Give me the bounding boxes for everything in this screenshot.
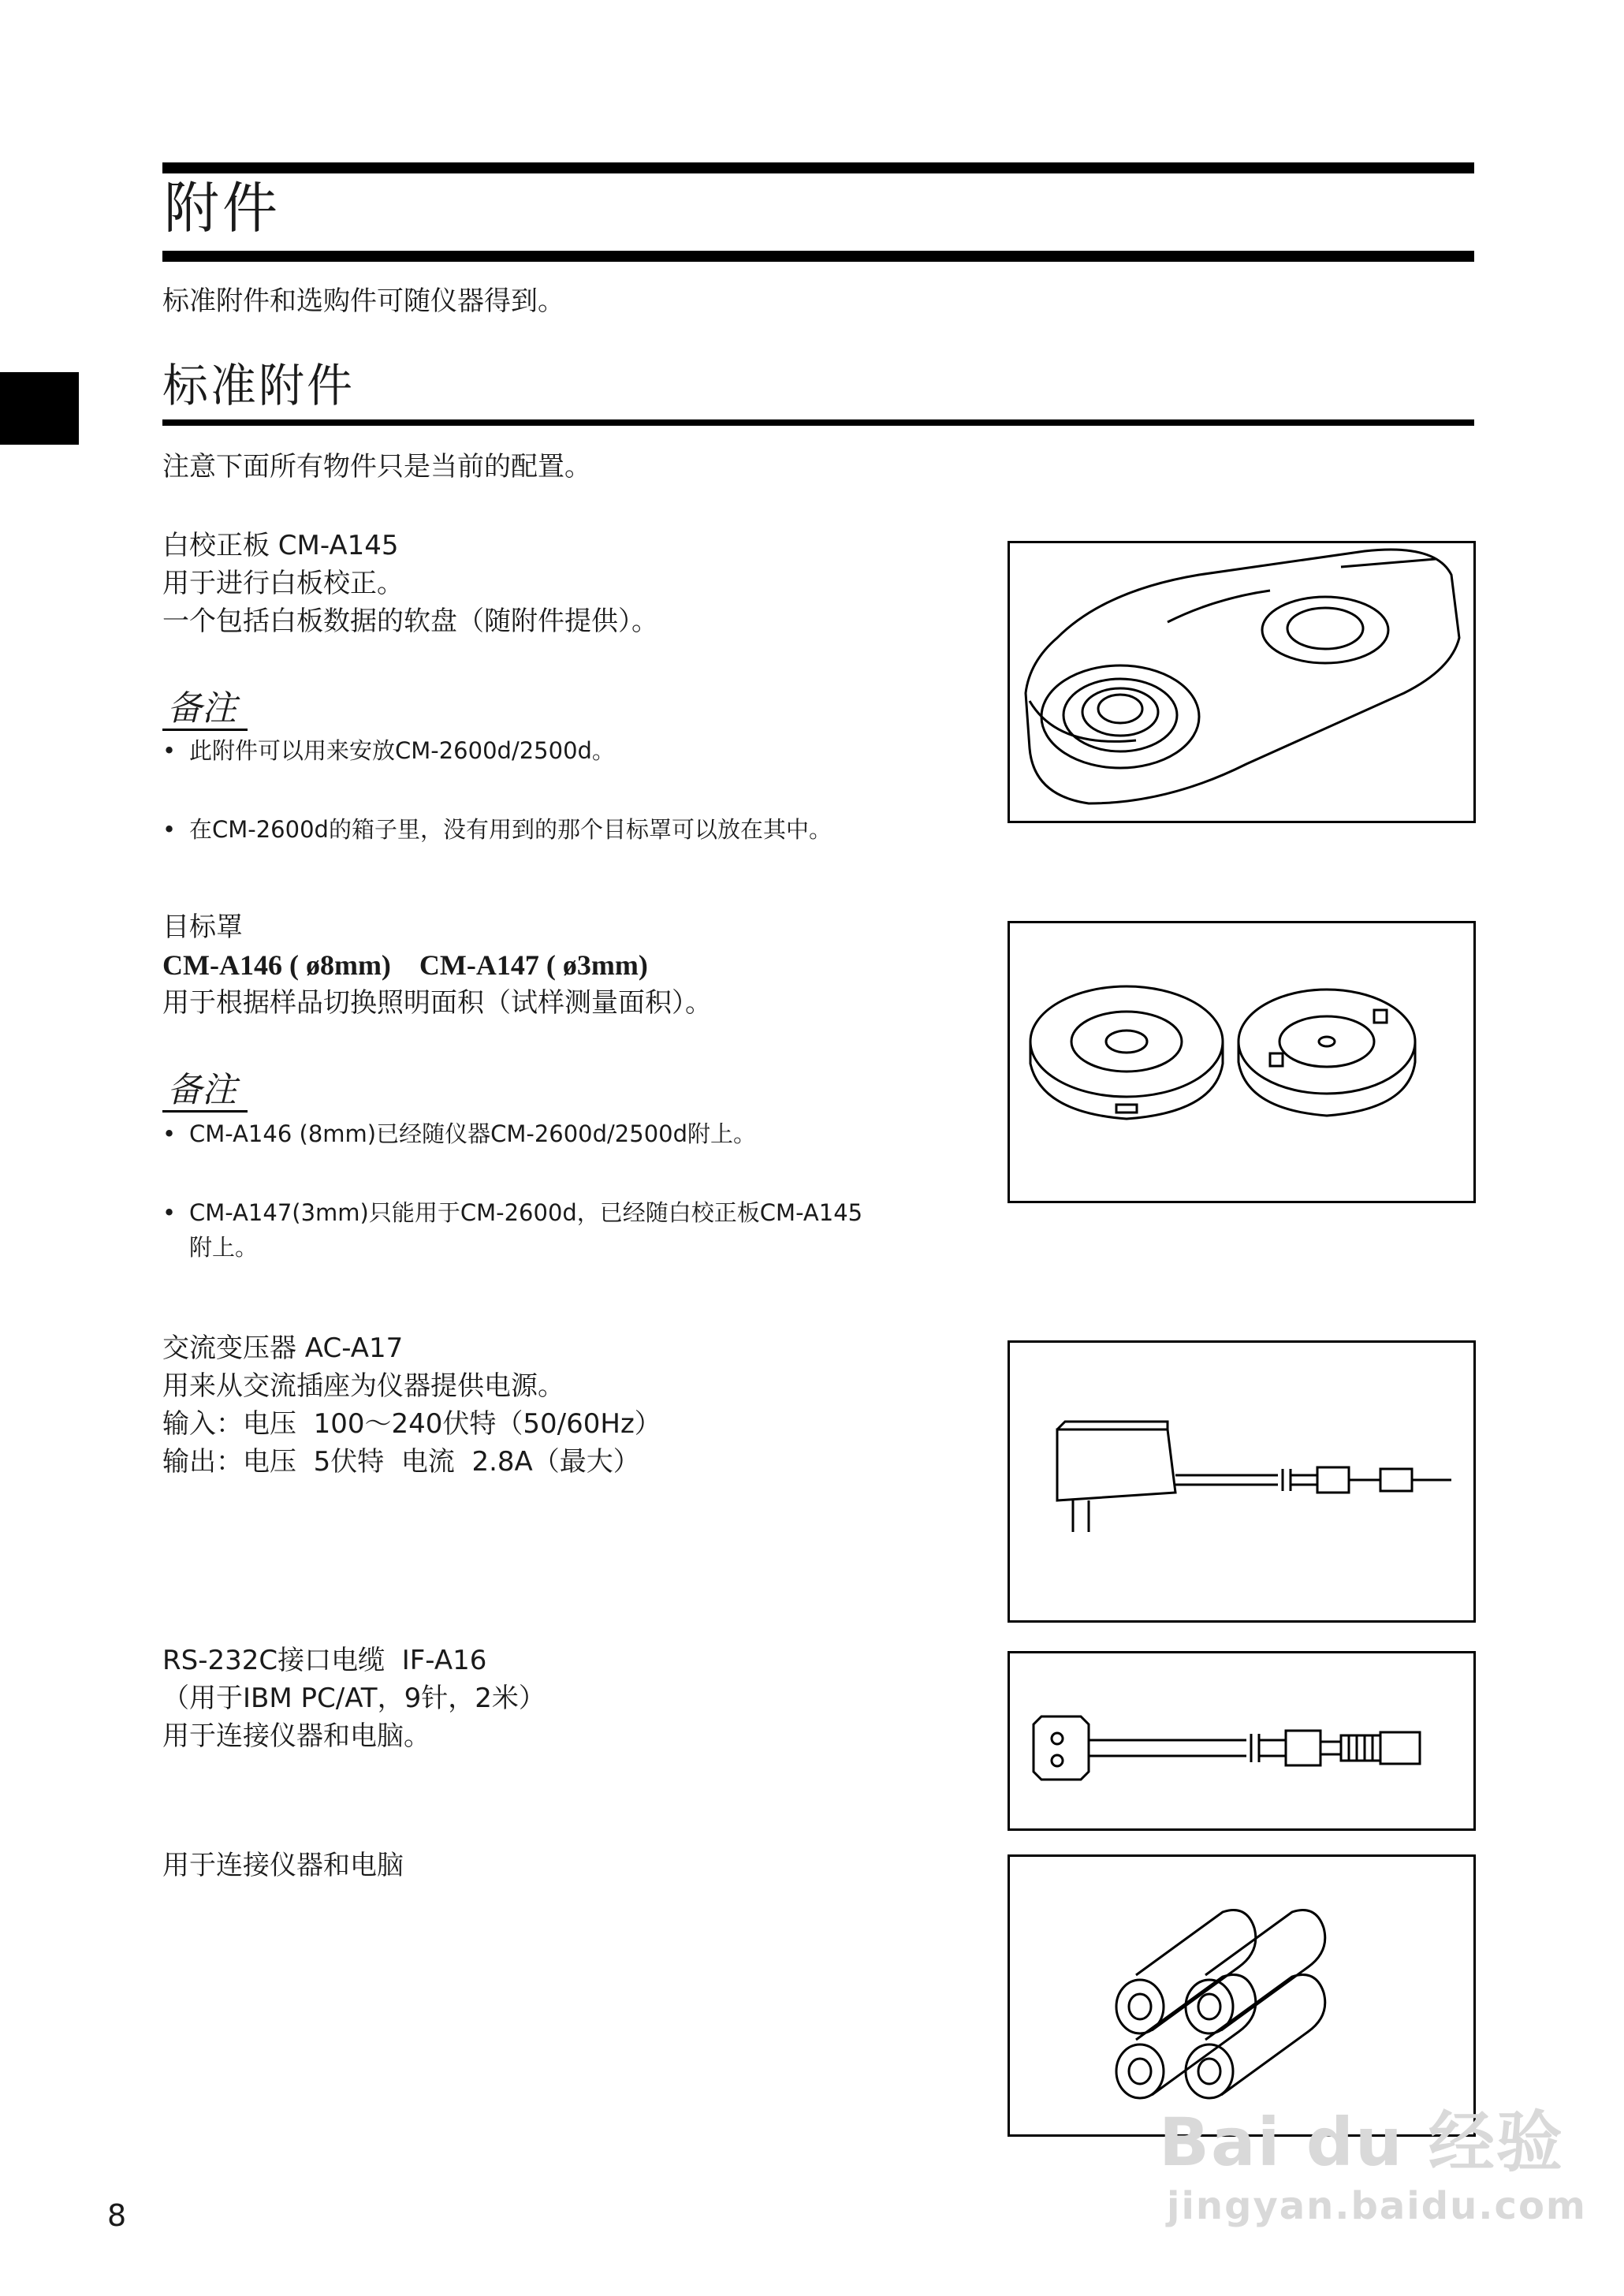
item-line: RS-232C接口电缆 IF-A16 <box>162 1645 487 1676</box>
note-label-2: 备注 <box>162 1071 248 1110</box>
chapter-tab <box>0 372 79 445</box>
item-line: 用来从交流插座为仪器提供电源。 <box>162 1370 564 1402</box>
note-bullet: • CM-A147(3mm)只能用于CM-2600d，已经随白校正板CM-A145 <box>162 1199 863 1226</box>
model-numbers: CM-A146 ( ø8mm) CM-A147 ( ø3mm) <box>162 949 648 981</box>
note-bullet: • 在CM-2600d的箱子里，没有用到的那个目标罩可以放在其中。 <box>162 816 832 843</box>
item-line: 白校正板 CM-A145 <box>162 530 399 561</box>
item-title: 目标罩 <box>162 911 243 943</box>
note-label-1: 备注 <box>162 689 248 729</box>
section-intro: 注意下面所有物件只是当前的配置。 <box>162 451 591 483</box>
item-line: 一个包括白板数据的软盘（随附件提供）。 <box>162 606 658 637</box>
item-description: 用于根据样品切换照明面积（试样测量面积）。 <box>162 987 712 1019</box>
item-target-mask <box>162 908 712 1022</box>
item-line: 输入：电压 100～240伏特（50/60Hz） <box>162 1408 661 1440</box>
page-number: 8 <box>107 2198 127 2233</box>
item-line: 用于连接仪器和电脑 <box>162 1850 404 1881</box>
section-rule <box>162 419 1474 426</box>
target-mask-figure <box>1008 921 1476 1203</box>
page-intro: 标准附件和选购件可随仪器得到。 <box>162 285 564 317</box>
watermark-url: jingyan.baidu.com <box>1167 2184 1587 2228</box>
note-bullet: • CM-A146 (8mm)已经随仪器CM-2600d/2500d附上。 <box>162 1120 757 1147</box>
title-rule-bottom <box>162 251 1474 262</box>
item-line: 用于进行白板校正。 <box>162 568 404 599</box>
item-line: 用于连接仪器和电脑。 <box>162 1720 430 1752</box>
ac-adapter-figure <box>1008 1340 1476 1623</box>
note-bullet: • 此附件可以用来安放CM-2600d/2500d。 <box>162 737 615 764</box>
note-bullet-continuation: 附上。 <box>189 1234 259 1261</box>
item-line: 交流变压器 AC-A17 <box>162 1332 404 1364</box>
white-plate-figure <box>1008 541 1476 823</box>
page-title: 附件 <box>164 176 281 240</box>
item-white-plate <box>162 527 658 640</box>
title-rule-top <box>162 162 1474 173</box>
rs232c-cable-figure <box>1008 1651 1476 1831</box>
item-line: 输出：电压 5伏特 电流 2.8A（最大） <box>162 1446 640 1478</box>
section-title: 标准附件 <box>162 359 356 412</box>
item-ac-adapter <box>162 1329 661 1481</box>
item-line: （用于IBM PC/AT，9针，2米） <box>162 1683 546 1714</box>
item-batteries <box>162 1847 404 1884</box>
item-rs232c-cable <box>162 1642 546 1755</box>
watermark-brand: Bai du 经验 <box>1159 2104 1564 2181</box>
